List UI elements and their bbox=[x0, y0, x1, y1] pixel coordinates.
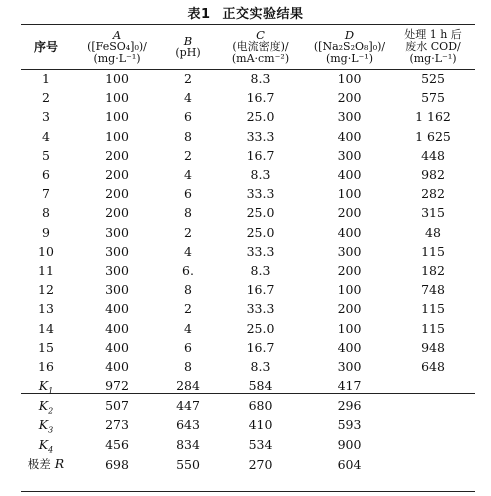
summary-symbol: K bbox=[38, 397, 49, 413]
table-cell: 300 bbox=[337, 358, 362, 374]
table-cell: 448 bbox=[421, 147, 445, 163]
header-d bbox=[308, 25, 391, 69]
table-cell: 300 bbox=[105, 243, 129, 259]
table-cell: 100 bbox=[337, 282, 362, 298]
table-row bbox=[21, 318, 475, 337]
table-cell: 100 bbox=[337, 186, 362, 202]
table-row bbox=[21, 357, 475, 376]
table-row bbox=[21, 261, 475, 280]
table-cell: 948 bbox=[421, 339, 445, 355]
table-cell: 6. bbox=[182, 262, 194, 278]
summary-cell: 456 bbox=[105, 437, 129, 453]
summary-symbol: R bbox=[54, 456, 65, 472]
table-cell: 100 bbox=[337, 320, 362, 336]
header-a bbox=[71, 25, 163, 69]
summary-cell: 284 bbox=[176, 378, 200, 394]
summary-cell: 972 bbox=[105, 378, 129, 394]
table-cell: 100 bbox=[105, 90, 129, 106]
table-cell: 115 bbox=[421, 243, 445, 259]
table-cell: 100 bbox=[337, 71, 362, 87]
table-cell: 8.3 bbox=[250, 262, 271, 278]
table-cell: 2 bbox=[184, 71, 192, 87]
table-cell: 2 bbox=[42, 90, 50, 106]
header-variable: D bbox=[344, 28, 355, 42]
table-cell: 8 bbox=[184, 282, 192, 298]
table-cell: 2 bbox=[184, 224, 192, 240]
header-cod bbox=[391, 25, 475, 69]
table-number: 表1 bbox=[187, 7, 211, 22]
summary-cell: 270 bbox=[248, 456, 273, 472]
table-cell: 100 bbox=[105, 128, 129, 144]
table-cell: 200 bbox=[337, 301, 362, 317]
table-cell: 200 bbox=[105, 205, 129, 221]
summary-label bbox=[21, 415, 71, 435]
header-line: (pH) bbox=[175, 46, 201, 59]
header-variable: C bbox=[256, 28, 265, 42]
table-cell: 1 625 bbox=[415, 128, 451, 144]
header-line: 序号 bbox=[33, 40, 58, 54]
table-cell: 400 bbox=[105, 301, 129, 317]
table-cell: 8 bbox=[184, 358, 192, 374]
table-cell: 6 bbox=[184, 109, 192, 125]
table-cell: 400 bbox=[337, 339, 362, 355]
table-cell: 9 bbox=[42, 224, 50, 240]
summary-cell: 534 bbox=[248, 437, 273, 453]
summary-empty-cell bbox=[391, 454, 475, 474]
summary-cell: 834 bbox=[176, 437, 200, 453]
header-line: (mg·L⁻¹) bbox=[325, 52, 374, 65]
table-cell: 25.0 bbox=[246, 224, 275, 240]
table-cell: 11 bbox=[38, 262, 54, 278]
table-cell: 2 bbox=[184, 147, 192, 163]
table-row bbox=[21, 127, 475, 146]
table-cell: 14 bbox=[38, 320, 54, 336]
bottom-rule bbox=[21, 491, 475, 492]
table-cell: 6 bbox=[184, 186, 192, 202]
header-variable: A bbox=[112, 28, 122, 42]
table-row bbox=[21, 242, 475, 261]
table-cell: 982 bbox=[421, 167, 445, 183]
table-row bbox=[21, 299, 475, 318]
table-cell: 300 bbox=[337, 109, 362, 125]
table-row bbox=[21, 223, 475, 242]
table-cell: 200 bbox=[105, 167, 129, 183]
table-cell: 5 bbox=[42, 147, 50, 163]
table-body bbox=[21, 69, 475, 474]
table-cell: 8.3 bbox=[250, 358, 271, 374]
table-cell: 300 bbox=[105, 224, 129, 240]
table-cell: 748 bbox=[421, 282, 445, 298]
table-cell: 25.0 bbox=[246, 205, 275, 221]
summary-row bbox=[21, 396, 475, 416]
summary-cell: 447 bbox=[176, 397, 200, 413]
summary-cell: 417 bbox=[337, 378, 362, 394]
summary-label bbox=[21, 396, 71, 416]
table-cell: 8 bbox=[184, 205, 192, 221]
summary-cell: 593 bbox=[337, 417, 362, 433]
table-cell: 2 bbox=[184, 301, 192, 317]
table-cell: 100 bbox=[105, 71, 129, 87]
table-cell: 12 bbox=[38, 282, 54, 298]
table-cell: 6 bbox=[184, 339, 192, 355]
table-cell: 25.0 bbox=[246, 320, 275, 336]
table-cell: 1 bbox=[42, 71, 50, 87]
table-cell: 16.7 bbox=[246, 147, 275, 163]
table-cell: 315 bbox=[421, 205, 445, 221]
table-cell: 400 bbox=[337, 167, 362, 183]
table-cell: 300 bbox=[337, 147, 362, 163]
table-cell: 400 bbox=[337, 224, 362, 240]
table-cell: 300 bbox=[105, 262, 129, 278]
header-variable: B bbox=[183, 34, 193, 48]
table-cell: 200 bbox=[105, 147, 129, 163]
header-row bbox=[21, 25, 475, 69]
summary-empty-cell bbox=[391, 376, 475, 396]
table-cell: 200 bbox=[337, 90, 362, 106]
table-cell: 33.3 bbox=[246, 243, 275, 259]
table-row bbox=[21, 88, 475, 107]
summary-empty-cell bbox=[391, 415, 475, 435]
table-title: 正交实验结果 bbox=[222, 7, 304, 22]
summary-cell: 273 bbox=[105, 417, 129, 433]
header-line: (mg·L⁻¹) bbox=[409, 52, 457, 65]
summary-subscript: 4 bbox=[48, 445, 54, 455]
header-c bbox=[213, 25, 308, 69]
summary-cell: 584 bbox=[248, 378, 273, 394]
summary-cell: 410 bbox=[248, 417, 273, 433]
summary-subscript: 1 bbox=[48, 386, 54, 396]
summary-cell: 900 bbox=[337, 437, 362, 453]
table-row bbox=[21, 146, 475, 165]
table-cell: 16.7 bbox=[246, 282, 275, 298]
summary-label bbox=[21, 376, 71, 396]
table-cell: 7 bbox=[42, 186, 50, 202]
table-cell: 25.0 bbox=[246, 109, 275, 125]
table-cell: 525 bbox=[421, 71, 445, 87]
summary-cell: 680 bbox=[248, 397, 273, 413]
summary-cell: 507 bbox=[105, 397, 129, 413]
table-row bbox=[21, 203, 475, 222]
table-cell: 400 bbox=[337, 128, 362, 144]
header-line: (电流密度)/ bbox=[232, 40, 289, 53]
header-line: ([FeSO₄]₀)/ bbox=[87, 40, 147, 53]
table-cell: 15 bbox=[38, 339, 54, 355]
table-cell: 200 bbox=[337, 205, 362, 221]
header-index bbox=[21, 25, 71, 69]
summary-label bbox=[21, 454, 71, 474]
table-cell: 3 bbox=[42, 109, 50, 125]
summary-cell: 604 bbox=[337, 456, 362, 472]
table-cell: 16 bbox=[38, 358, 54, 374]
table-cell: 8.3 bbox=[250, 167, 271, 183]
table-cell: 100 bbox=[105, 109, 129, 125]
table-cell: 400 bbox=[105, 358, 129, 374]
table-cell: 48 bbox=[425, 224, 441, 240]
table-cell: 6 bbox=[42, 167, 50, 183]
table-row bbox=[21, 184, 475, 203]
summary-symbol: K bbox=[38, 417, 49, 433]
table-cell: 282 bbox=[421, 186, 445, 202]
table-cell: 400 bbox=[105, 320, 129, 336]
table-row bbox=[21, 107, 475, 126]
table-cell: 200 bbox=[105, 186, 129, 202]
orthogonal-results-table bbox=[21, 25, 475, 474]
table-cell: 1 162 bbox=[415, 109, 451, 125]
table-cell: 182 bbox=[421, 262, 445, 278]
summary-cell: 550 bbox=[176, 456, 200, 472]
table-cell: 33.3 bbox=[246, 186, 275, 202]
table-cell: 4 bbox=[184, 167, 192, 183]
table-cell: 300 bbox=[337, 243, 362, 259]
table-cell: 4 bbox=[184, 320, 192, 336]
table-cell: 4 bbox=[184, 90, 192, 106]
summary-empty-cell bbox=[391, 435, 475, 455]
header-line: 处理 1 h 后 bbox=[404, 28, 462, 41]
header-line: 废水 COD/ bbox=[405, 40, 461, 53]
table-cell: 400 bbox=[105, 339, 129, 355]
table-cell: 115 bbox=[421, 320, 445, 336]
range-prefix: 极差 bbox=[27, 457, 51, 472]
table-cell: 16.7 bbox=[246, 90, 275, 106]
table-caption bbox=[0, 3, 491, 22]
table-row bbox=[21, 338, 475, 357]
summary-row bbox=[21, 415, 475, 435]
summary-subscript: 3 bbox=[48, 425, 54, 435]
summary-symbol: K bbox=[38, 437, 49, 453]
table-cell: 300 bbox=[105, 282, 129, 298]
summary-cell: 643 bbox=[176, 417, 200, 433]
table-cell: 33.3 bbox=[246, 128, 275, 144]
summary-row bbox=[21, 376, 475, 396]
table-cell: 200 bbox=[337, 262, 362, 278]
table-cell: 115 bbox=[421, 301, 445, 317]
summary-label bbox=[21, 435, 71, 455]
table-cell: 4 bbox=[42, 128, 50, 144]
header-line: (mg·L⁻¹) bbox=[93, 52, 141, 65]
table-cell: 648 bbox=[421, 358, 445, 374]
table-row bbox=[21, 69, 475, 88]
header-line: ([Na₂S₂O₈]₀)/ bbox=[313, 40, 386, 53]
table-cell: 575 bbox=[421, 90, 445, 106]
table-row bbox=[21, 165, 475, 184]
table-cell: 8 bbox=[184, 128, 192, 144]
summary-cell: 698 bbox=[105, 456, 129, 472]
header-line: (mA·cm⁻²) bbox=[231, 52, 290, 65]
summary-row bbox=[21, 435, 475, 455]
table-cell: 8.3 bbox=[250, 71, 271, 87]
table-row bbox=[21, 280, 475, 299]
table-cell: 10 bbox=[38, 243, 54, 259]
summary-subscript: 2 bbox=[48, 406, 54, 416]
summary-cell: 296 bbox=[337, 397, 362, 413]
summary-empty-cell bbox=[391, 396, 475, 416]
header-b bbox=[163, 25, 213, 69]
table-cell: 8 bbox=[42, 205, 50, 221]
table-cell: 13 bbox=[38, 301, 54, 317]
table-cell: 16.7 bbox=[246, 339, 275, 355]
summary-row bbox=[21, 454, 475, 474]
summary-symbol: K bbox=[38, 378, 49, 394]
table-cell: 4 bbox=[184, 243, 192, 259]
table-cell: 33.3 bbox=[246, 301, 275, 317]
